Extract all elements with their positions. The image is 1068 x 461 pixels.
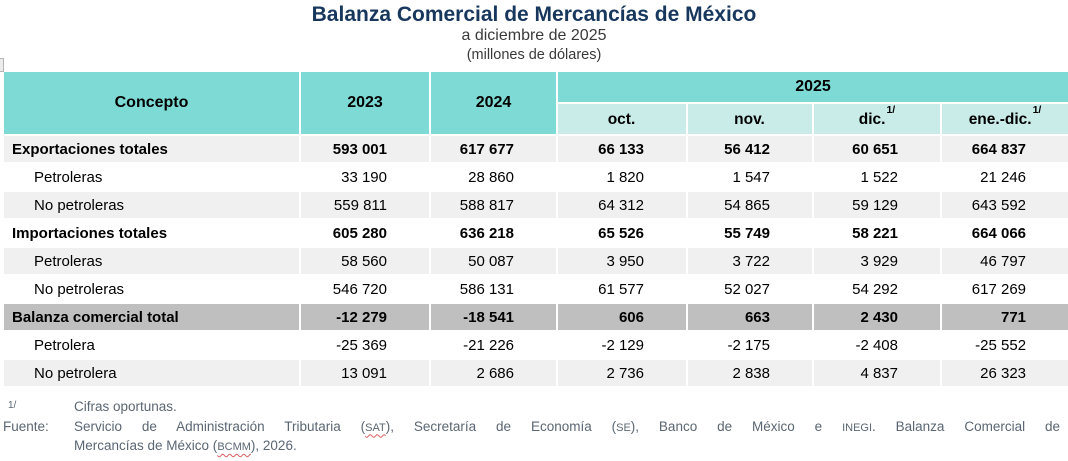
footnote-ref: 1/ bbox=[1032, 103, 1042, 116]
source-text-segment: Mercancías de México ( bbox=[74, 438, 218, 453]
subtitle-units: (millones de dólares) bbox=[466, 47, 602, 63]
footnote-note bbox=[0, 398, 1068, 418]
value-cell: 55 749 bbox=[687, 219, 813, 247]
header-row-1 bbox=[4, 72, 1068, 103]
value-cell: 2 736 bbox=[557, 359, 687, 387]
value-cell: 643 592 bbox=[941, 191, 1068, 219]
year-2024-header: 2024 bbox=[430, 72, 557, 135]
value-cell: 54 292 bbox=[813, 275, 941, 303]
source-text-segment: INEGI bbox=[842, 421, 873, 434]
table-row bbox=[4, 191, 1068, 219]
concept-cell: Exportaciones totales bbox=[4, 135, 300, 163]
concept-cell: Importaciones totales bbox=[4, 219, 300, 247]
concept-cell: No petroleras bbox=[4, 275, 300, 303]
value-cell: -21 226 bbox=[430, 331, 557, 359]
concept-cell: Petrolera bbox=[4, 331, 300, 359]
source-label: Fuente: bbox=[3, 418, 49, 434]
table-row bbox=[4, 303, 1068, 331]
source-text-segment: SAT bbox=[365, 421, 386, 434]
concept-cell: No petrolera bbox=[4, 359, 300, 387]
value-cell: 54 865 bbox=[687, 191, 813, 219]
value-cell: -25 552 bbox=[941, 331, 1068, 359]
value-cell: 58 560 bbox=[300, 247, 430, 275]
value-cell: 59 129 bbox=[813, 191, 941, 219]
value-cell: -25 369 bbox=[300, 331, 430, 359]
source-line-2 bbox=[74, 437, 1060, 457]
value-cell: -2 408 bbox=[813, 331, 941, 359]
subtitle-period: a diciembre de 2025 bbox=[461, 27, 607, 44]
value-cell: 559 811 bbox=[300, 191, 430, 219]
value-cell: -12 279 bbox=[300, 303, 430, 331]
table-row bbox=[4, 359, 1068, 387]
value-cell: 3 950 bbox=[557, 247, 687, 275]
table-handle-artifact bbox=[0, 58, 4, 72]
value-cell: 26 323 bbox=[941, 359, 1068, 387]
value-cell: 61 577 bbox=[557, 275, 687, 303]
footnote-ref: 1/ bbox=[886, 103, 896, 116]
value-cell: -2 175 bbox=[687, 331, 813, 359]
table-row bbox=[4, 135, 1068, 163]
source-text-segment: BCMM bbox=[217, 441, 251, 453]
value-cell: 664 837 bbox=[941, 135, 1068, 163]
value-cell: 2 686 bbox=[430, 359, 557, 387]
table-row bbox=[4, 247, 1068, 275]
concept-cell: No petroleras bbox=[4, 191, 300, 219]
value-cell: 4 837 bbox=[813, 359, 941, 387]
value-cell: 3 929 bbox=[813, 247, 941, 275]
value-cell: 605 280 bbox=[300, 219, 430, 247]
value-cell: 771 bbox=[941, 303, 1068, 331]
footnotes bbox=[0, 398, 1068, 457]
trade-balance-table bbox=[4, 72, 1068, 388]
value-cell: 1 547 bbox=[687, 163, 813, 191]
footnote-text: Cifras oportunas. bbox=[74, 399, 177, 414]
month-label: oct. bbox=[607, 111, 636, 129]
value-cell: 58 221 bbox=[813, 219, 941, 247]
source-line-1 bbox=[74, 418, 1060, 438]
value-cell: 65 526 bbox=[557, 219, 687, 247]
value-cell: 663 bbox=[687, 303, 813, 331]
value-cell: 2 838 bbox=[687, 359, 813, 387]
source-text bbox=[74, 418, 1068, 457]
table-row bbox=[4, 163, 1068, 191]
value-cell: 3 722 bbox=[687, 247, 813, 275]
value-cell: 50 087 bbox=[430, 247, 557, 275]
value-cell: 1 820 bbox=[557, 163, 687, 191]
value-cell: 60 651 bbox=[813, 135, 941, 163]
source-text-segment: ), Banco de México e bbox=[630, 418, 843, 434]
month-header-dic bbox=[813, 103, 941, 135]
value-cell: 2 430 bbox=[813, 303, 941, 331]
value-cell: 546 720 bbox=[300, 275, 430, 303]
value-cell: 606 bbox=[557, 303, 687, 331]
table-row bbox=[4, 219, 1068, 247]
table-row bbox=[4, 331, 1068, 359]
value-cell: 52 027 bbox=[687, 275, 813, 303]
concept-cell: Petroleras bbox=[4, 163, 300, 191]
source-text-segment: ), Secretaría de Economía ( bbox=[385, 418, 617, 434]
value-cell: 64 312 bbox=[557, 191, 687, 219]
value-cell: 13 091 bbox=[300, 359, 430, 387]
month-header-ene-dic bbox=[941, 103, 1068, 135]
source-text-segment: ), 2026. bbox=[250, 438, 297, 453]
value-cell: -2 129 bbox=[557, 331, 687, 359]
source-text-segment: SE bbox=[616, 421, 631, 434]
value-cell: 28 860 bbox=[430, 163, 557, 191]
value-cell: 1 522 bbox=[813, 163, 941, 191]
concept-cell: Petroleras bbox=[4, 247, 300, 275]
value-cell: 588 817 bbox=[430, 191, 557, 219]
year-2025-group-header: 2025 bbox=[557, 72, 1068, 103]
value-cell: 664 066 bbox=[941, 219, 1068, 247]
month-header-nov bbox=[687, 103, 813, 135]
value-cell: -18 541 bbox=[430, 303, 557, 331]
value-cell: 56 412 bbox=[687, 135, 813, 163]
value-cell: 33 190 bbox=[300, 163, 430, 191]
month-header-oct bbox=[557, 103, 687, 135]
page-title: Balanza Comercial de Mercancías de México bbox=[311, 3, 757, 26]
value-cell: 617 677 bbox=[430, 135, 557, 163]
month-label: ene.-dic. bbox=[968, 111, 1032, 129]
concept-header-cell: Concepto bbox=[4, 72, 300, 135]
value-cell: 586 131 bbox=[430, 275, 557, 303]
footnote-source bbox=[0, 418, 1068, 457]
value-cell: 636 218 bbox=[430, 219, 557, 247]
year-2023-header: 2023 bbox=[300, 72, 430, 135]
value-cell: 46 797 bbox=[941, 247, 1068, 275]
source-text-segment: Servicio de Administración Tributaria ( bbox=[74, 418, 366, 434]
concept-cell: Balanza comercial total bbox=[4, 303, 300, 331]
month-label: nov. bbox=[734, 111, 765, 129]
value-cell: 21 246 bbox=[941, 163, 1068, 191]
value-cell: 617 269 bbox=[941, 275, 1068, 303]
table-row bbox=[4, 275, 1068, 303]
footnote-marker: 1/ bbox=[8, 400, 17, 411]
source-text-segment: . Balanza Comercial de bbox=[872, 418, 1060, 434]
value-cell: 66 133 bbox=[557, 135, 687, 163]
month-label: dic. bbox=[858, 111, 886, 129]
value-cell: 593 001 bbox=[300, 135, 430, 163]
